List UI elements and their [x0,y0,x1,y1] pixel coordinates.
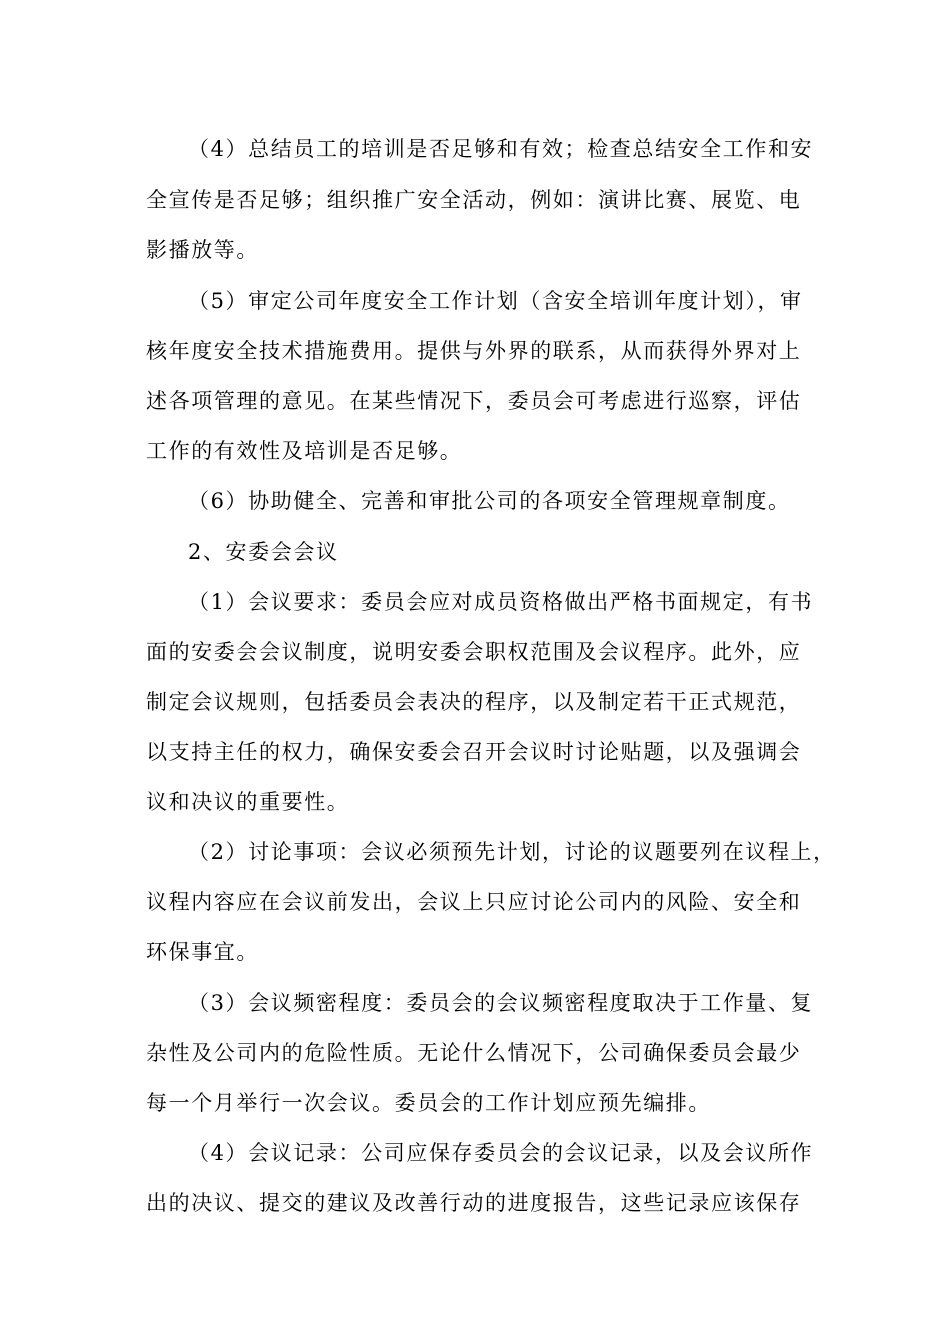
paragraph-5-line-4: 工作的有效性及培训是否足够。 [146,439,463,463]
paragraph-4-line-2: 全宣传是否足够；组织推广安全活动，例如：演讲比赛、展览、电 [146,188,802,212]
meeting-1-line-3: 制定会议规则，包括委员会表决的程序，以及制定若干正式规范， [146,690,802,714]
meeting-3-line-3: 每一个月举行一次会议。委员会的工作计划应预先编排。 [146,1091,711,1115]
paragraph-5-line-2: 核年度安全技术措施费用。提供与外界的联系，从而获得外界对上 [146,339,802,363]
meeting-3-line-1: （3）会议频密程度：委员会的会议频密程度取决于工作量、复 [188,991,814,1015]
meeting-1-line-5: 议和决议的重要性。 [146,790,350,814]
meeting-4-line-2: 出的决议、提交的建议及改善行动的进度报告，这些记录应该保存 [146,1191,802,1215]
paragraph-4-line-3: 影播放等。 [146,238,259,262]
meeting-3-line-2: 杂性及公司内的危险性质。无论什么情况下，公司确保委员会最少 [146,1041,802,1065]
section-heading: 2、安委会会议 [188,540,339,564]
paragraph-4-line-1: （4）总结员工的培训是否足够和有效；检查总结安全工作和安 [188,137,814,161]
meeting-4-line-1: （4）会议记录：公司应保存委员会的会议记录，以及会议所作 [188,1141,814,1165]
meeting-1-line-4: 以支持主任的权力，确保安委会召开会议时讨论贴题，以及强调会 [146,740,802,764]
meeting-1-line-1: （1）会议要求：委员会应对成员资格做出严格书面规定，有书 [188,590,814,614]
paragraph-5-line-1: （5）审定公司年度安全工作计划（含安全培训年度计划），审 [188,289,803,313]
meeting-1-line-2: 面的安委会会议制度，说明安委会职权范围及会议程序。此外，应 [146,640,802,664]
meeting-2-line-1: （2）讨论事项：会议必须预先计划，讨论的议题要列在议程上， [188,840,836,864]
meeting-2-line-2: 议程内容应在会议前发出，会议上只应讨论公司内的风险、安全和 [146,890,802,914]
paragraph-5-line-3: 述各项管理的意见。在某些情况下，委员会可考虑进行巡察，评估 [146,389,802,413]
meeting-2-line-3: 环保事宜。 [146,940,259,964]
paragraph-6-line-1: （6）协助健全、完善和审批公司的各项安全管理规章制度。 [188,489,791,513]
